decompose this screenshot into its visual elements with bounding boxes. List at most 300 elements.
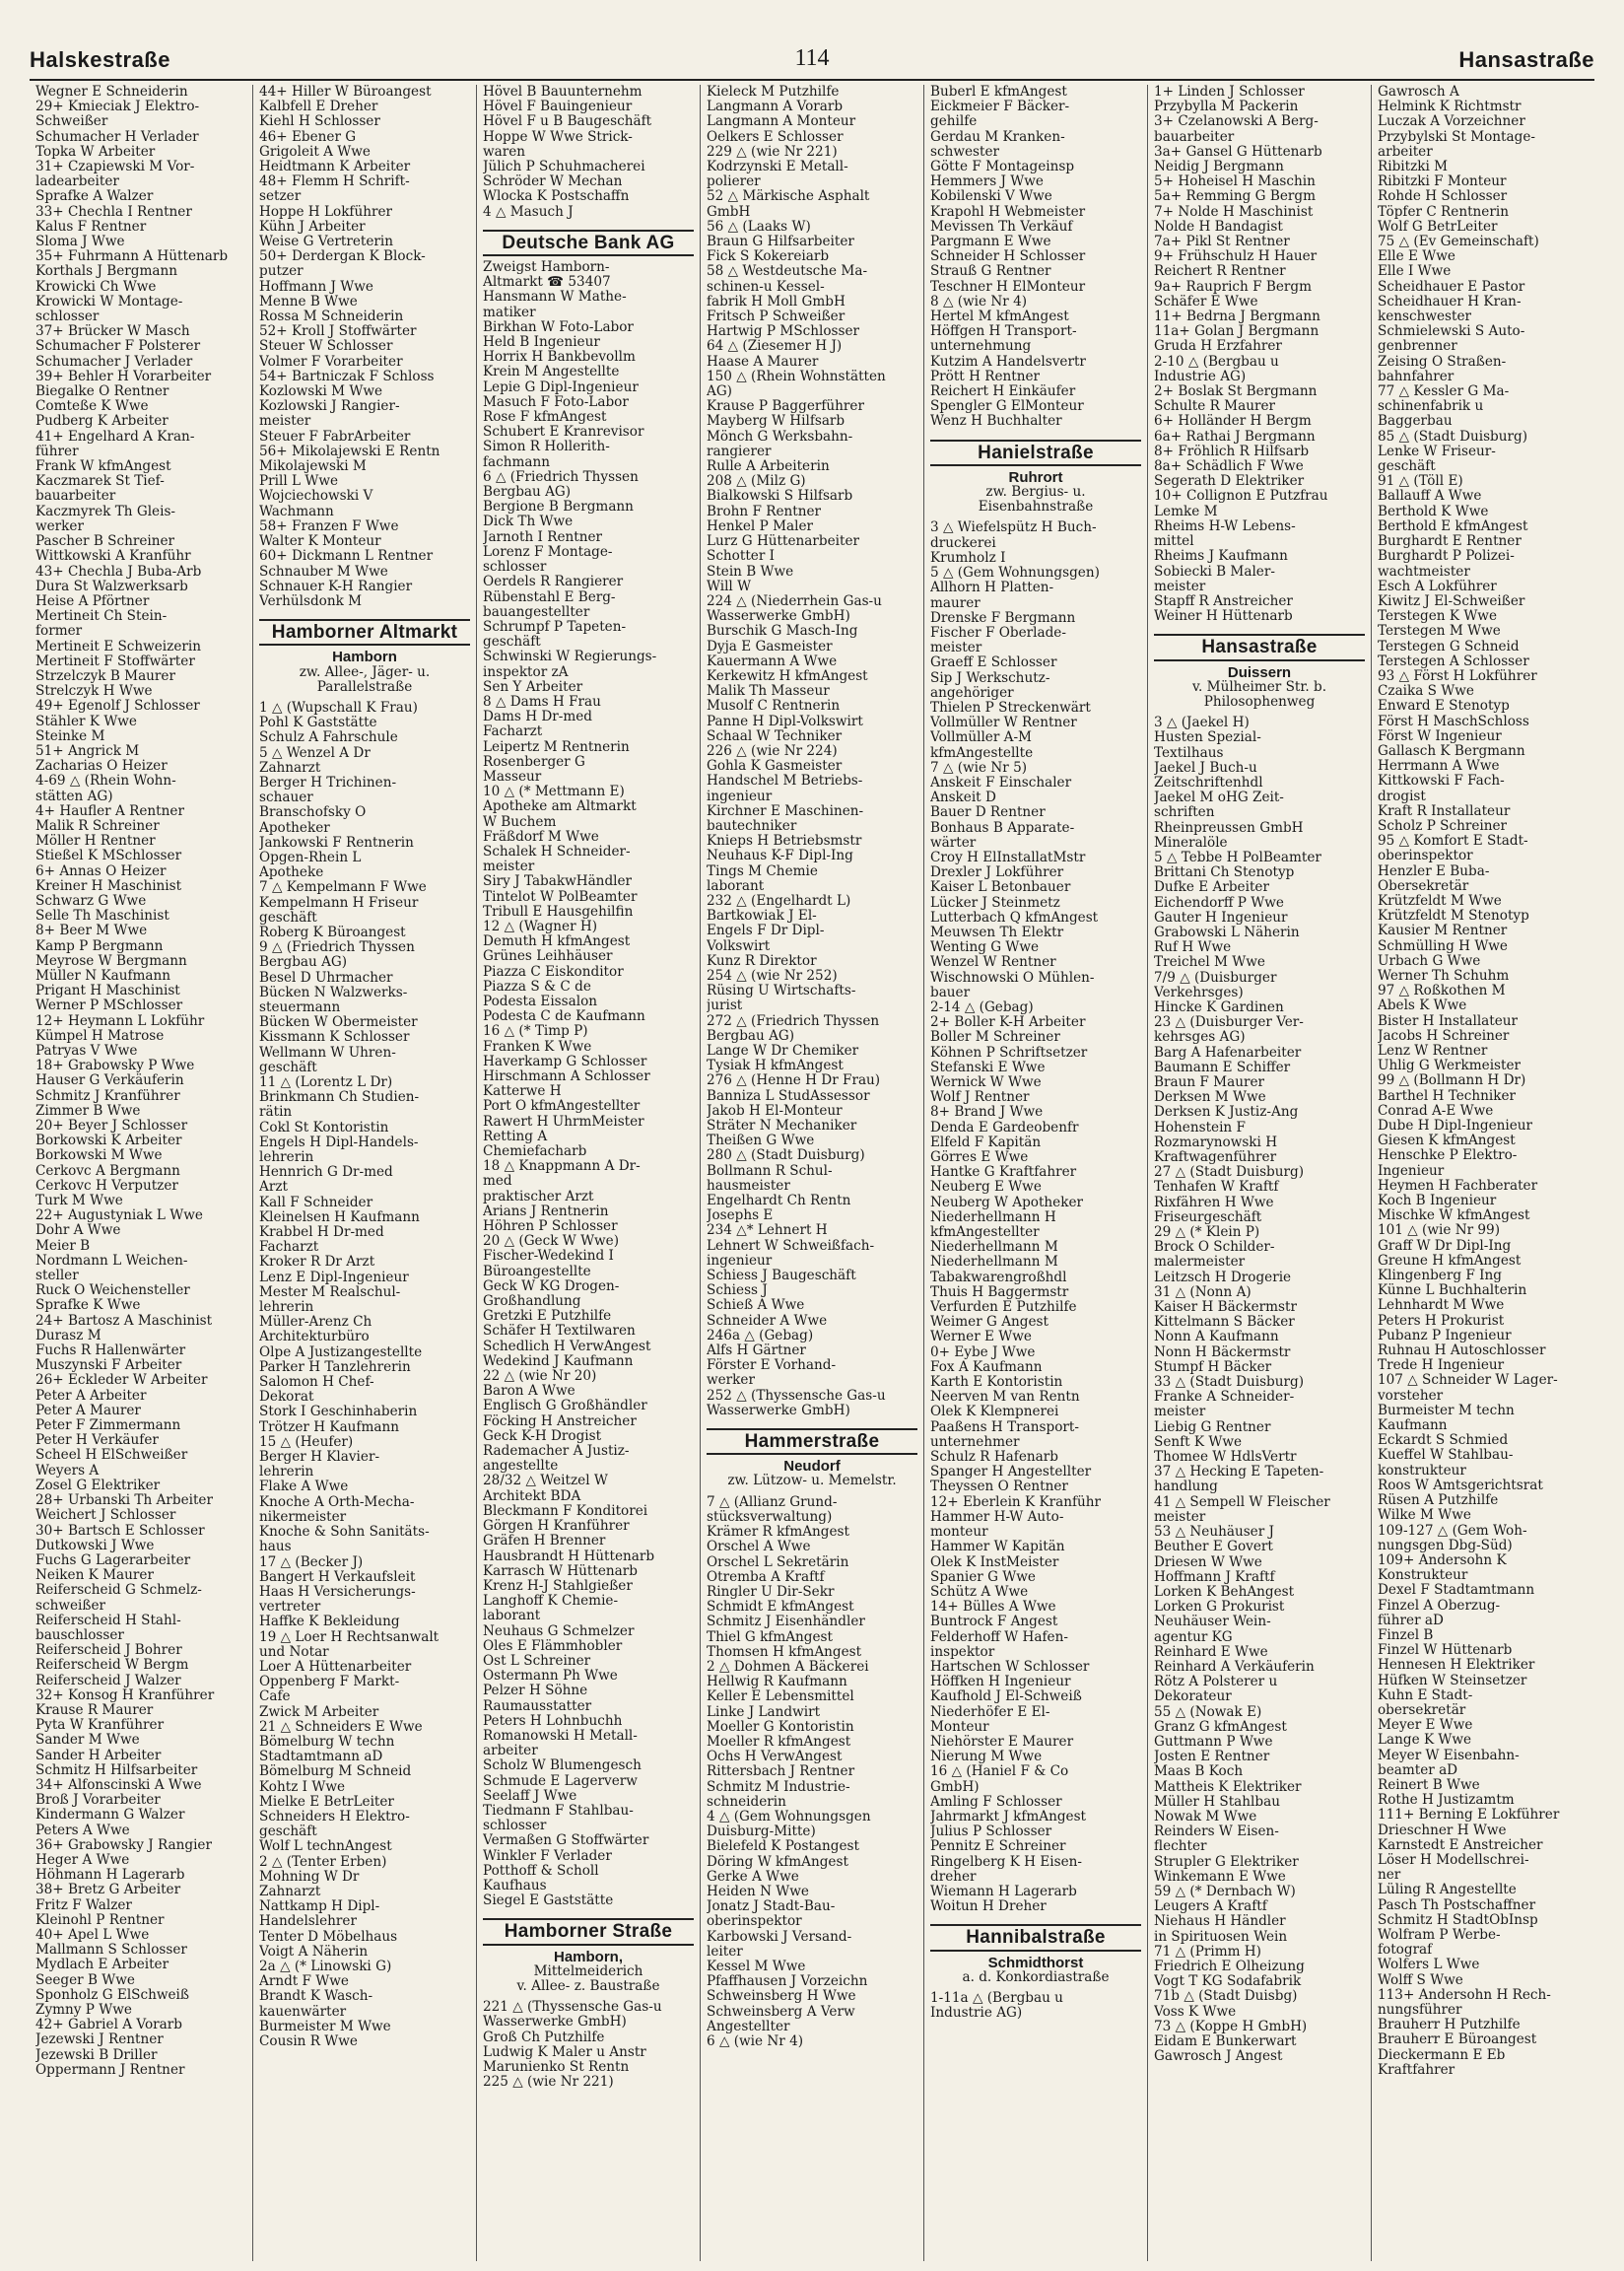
resident-entry: Zosel G Elektriker bbox=[35, 1478, 161, 1493]
resident-entry: Kempelmann H Friseur bbox=[259, 895, 419, 911]
resident-entry: Neuhaus K-F Dipl-Ing bbox=[707, 849, 853, 864]
resident-entry: Brauherr H Putzhilfe bbox=[1378, 2018, 1521, 2033]
resident-entry: 18 △ Knappmann A Dr- bbox=[483, 1159, 641, 1175]
resident-entry: Wernick W Wwe bbox=[930, 1075, 1042, 1090]
resident-entry: 20+ Beyer J Schlosser bbox=[35, 1119, 188, 1135]
resident-entry: Schneiders H Elektro- bbox=[259, 1809, 410, 1824]
directory-column bbox=[476, 85, 700, 2261]
resident-entry: Rademacher A Justiz- bbox=[483, 1444, 630, 1460]
resident-entry: Dekorat bbox=[259, 1390, 314, 1406]
resident-entry: Oerdels R Rangierer bbox=[483, 575, 624, 590]
resident-entry: Niederhellmann M bbox=[930, 1255, 1058, 1271]
resident-entry: Wasserwerke GmbH) bbox=[707, 609, 850, 625]
resident-entry: Volmer F Vorarbeiter bbox=[259, 354, 403, 370]
resident-entry: Neuberg W Apotheker bbox=[930, 1195, 1084, 1210]
resident-entry: Reichert H Einkäufer bbox=[930, 384, 1076, 400]
street-heading: Hamborner Altmarkt bbox=[259, 619, 470, 646]
resident-entry: Kaczmarek St Tief- bbox=[35, 474, 165, 490]
resident-entry: Enward E Stenotyp bbox=[1378, 699, 1510, 715]
resident-entry: Esch A Lokführer bbox=[1378, 579, 1497, 594]
resident-entry: Pohl K Gaststätte bbox=[259, 716, 377, 731]
resident-entry: Luczak A Vorzeichner bbox=[1378, 114, 1525, 130]
resident-entry: Peters H Prokurist bbox=[1378, 1313, 1505, 1329]
resident-entry: 64 △ (Ziesemer H J) bbox=[707, 339, 843, 355]
resident-entry: Geck K-H Drogist bbox=[483, 1428, 602, 1444]
resident-entry: Hohenstein F bbox=[1154, 1120, 1246, 1136]
street-range-note: zw. Bergius- u. bbox=[985, 484, 1086, 501]
resident-entry: Berger H Trichinen- bbox=[259, 775, 397, 791]
resident-entry: Neerven M van Rentn bbox=[930, 1390, 1080, 1406]
resident-entry: Franken K Wwe bbox=[483, 1039, 592, 1055]
resident-entry: Hartwig P MSchlosser bbox=[707, 324, 860, 340]
resident-entry: Schubert E Kranrevisor bbox=[483, 425, 644, 441]
resident-entry: malermeister bbox=[1154, 1255, 1246, 1271]
resident-entry: Demuth H kfmAngest bbox=[483, 934, 631, 950]
street-range-note: Eisenbahnstraße bbox=[978, 499, 1094, 516]
resident-entry: Mertineit F Stoffwärter bbox=[35, 654, 195, 669]
resident-entry: Kieleck M Putzhilfe bbox=[707, 85, 840, 100]
resident-entry: 2a △ (* Linowski G) bbox=[259, 1959, 392, 1974]
page-header bbox=[30, 39, 1594, 81]
resident-entry: meister bbox=[1154, 1405, 1206, 1420]
resident-entry: Ruhnau H Autoschlosser bbox=[1378, 1343, 1546, 1359]
resident-entry: Bonhaus B Apparate- bbox=[930, 820, 1075, 836]
resident-entry: Kreiner H Maschinist bbox=[35, 878, 182, 894]
resident-entry: Schütz A Wwe bbox=[930, 1584, 1029, 1600]
street-heading: Hammerstraße bbox=[707, 1428, 917, 1455]
resident-entry: 4 △ (Gem Wohnungsgen bbox=[707, 1809, 871, 1824]
resident-entry: ingenieur bbox=[707, 1253, 773, 1269]
resident-entry: 93 △ Först H Lokführer bbox=[1378, 668, 1537, 684]
directory-column bbox=[252, 85, 476, 2261]
resident-entry: Stähler K Wwe bbox=[35, 714, 137, 729]
resident-entry: Lenke W Friseur- bbox=[1378, 444, 1496, 459]
resident-entry: Woitun H Dreher bbox=[930, 1899, 1047, 1915]
resident-entry: schinen-u Kessel- bbox=[707, 279, 825, 295]
resident-entry: Fritsch P Schweißer bbox=[707, 310, 846, 325]
resident-entry: Cerkovc H Verputzer bbox=[35, 1178, 178, 1194]
resident-entry: meister bbox=[930, 641, 982, 656]
resident-entry: 6 △ (wie Nr 4) bbox=[707, 2034, 804, 2049]
resident-entry: Weise G Vertreterin bbox=[259, 235, 394, 250]
resident-entry: 5 △ Tebbe H PolBeamter bbox=[1154, 850, 1321, 865]
resident-entry: Zimmer B Wwe bbox=[35, 1103, 141, 1119]
resident-entry: Malik R Schreiner bbox=[35, 818, 160, 834]
resident-entry: 12 △ (Wagner H) bbox=[483, 919, 598, 934]
resident-entry: Reiferscheid H Stahl- bbox=[35, 1613, 181, 1628]
resident-entry: Hoppe H Lokführer bbox=[259, 204, 393, 220]
resident-entry: Kaiser L Betonbauer bbox=[930, 880, 1071, 896]
resident-entry: Schulz R Hafenarb bbox=[930, 1450, 1058, 1466]
resident-entry: Kraftwagenführer bbox=[1154, 1150, 1277, 1166]
resident-entry: Kümpel H Matrose bbox=[35, 1028, 165, 1044]
resident-entry: Lehnert W Schweißfach- bbox=[707, 1238, 875, 1254]
resident-entry: Pelzer H Söhne bbox=[483, 1684, 588, 1699]
resident-entry: meister bbox=[1154, 579, 1206, 594]
resident-entry: Graeff E Schlosser bbox=[930, 655, 1057, 671]
resident-entry: 19 △ Loer H Rechtsanwalt bbox=[259, 1629, 440, 1645]
resident-entry: Krapohl H Webmeister bbox=[930, 204, 1086, 220]
resident-entry: führer aD bbox=[1378, 1613, 1444, 1628]
resident-entry: former bbox=[35, 624, 83, 640]
resident-entry: Flake A Wwe bbox=[259, 1480, 349, 1495]
resident-entry: Hirschmann A Schlosser bbox=[483, 1069, 650, 1084]
resident-entry: Industrie AG) bbox=[930, 2006, 1023, 2022]
resident-entry: putzer bbox=[259, 264, 304, 280]
resident-entry: 225 △ (wie Nr 221) bbox=[483, 2075, 614, 2091]
resident-entry: Finzel A Oberzug- bbox=[1378, 1598, 1501, 1614]
resident-entry: Hantke G Kraftfahrer bbox=[930, 1165, 1077, 1181]
resident-entry: Gräfen H Brenner bbox=[483, 1534, 606, 1549]
resident-entry: Linke J Landwirt bbox=[707, 1704, 821, 1720]
resident-entry: monteur bbox=[930, 1525, 988, 1541]
resident-entry: Gruda H Erzfahrer bbox=[1154, 339, 1282, 355]
resident-entry: bauschlosser bbox=[35, 1627, 124, 1643]
resident-entry: 99 △ (Bollmann H Dr) bbox=[1378, 1073, 1526, 1089]
resident-entry: 6a+ Rathai J Bergmann bbox=[1154, 429, 1316, 445]
resident-entry: 37 △ Hecking E Tapeten- bbox=[1154, 1465, 1324, 1480]
resident-entry: 276 △ (Henne H Dr Frau) bbox=[707, 1073, 881, 1089]
resident-entry: Krowicki W Montage- bbox=[35, 294, 183, 310]
resident-entry: Conrad A-E Wwe bbox=[1378, 1103, 1494, 1119]
resident-entry: 252 △ (Thyssensche Gas-u bbox=[707, 1388, 886, 1404]
resident-entry: Bömelburg W techn bbox=[259, 1734, 395, 1750]
resident-entry: meister bbox=[483, 860, 535, 875]
resident-entry: Oles E Flämmhobler bbox=[483, 1638, 623, 1654]
resident-entry: Lenz W Rentner bbox=[1378, 1044, 1488, 1059]
resident-entry: rangierer bbox=[707, 444, 772, 459]
resident-entry: Dura St Walzwerksarb bbox=[35, 579, 188, 594]
resident-entry: Barthel H Techniker bbox=[1378, 1088, 1517, 1104]
directory-column bbox=[700, 85, 923, 2261]
resident-entry: Maas B Koch bbox=[1154, 1764, 1244, 1780]
resident-entry: Apotheker bbox=[259, 820, 330, 836]
resident-entry: Strupler G Elektriker bbox=[1154, 1854, 1299, 1870]
resident-entry: konstrukteur bbox=[1378, 1463, 1466, 1479]
resident-entry: Ballauff A Wwe bbox=[1378, 489, 1482, 505]
resident-entry: 38+ Bretz G Arbeiter bbox=[35, 1883, 181, 1898]
resident-entry: Grigoleit A Wwe bbox=[259, 144, 371, 160]
resident-entry: Eckardt S Schmied bbox=[1378, 1433, 1509, 1449]
resident-entry: Dekorateur bbox=[1154, 1689, 1232, 1705]
resident-entry: Menne B Wwe bbox=[259, 294, 358, 310]
resident-entry: Englisch G Großhändler bbox=[483, 1399, 647, 1414]
resident-entry: 54+ Bartniczak F Schloss bbox=[259, 369, 435, 384]
resident-entry: Peter A Maurer bbox=[35, 1403, 141, 1418]
resident-entry: Cafe bbox=[259, 1689, 291, 1705]
resident-entry: 11+ Bedrna J Bergmann bbox=[1154, 310, 1320, 325]
resident-entry: Schmitz M Industrie- bbox=[707, 1779, 850, 1795]
resident-entry: Olek K Klempnerei bbox=[930, 1405, 1059, 1420]
resident-entry: 2 △ Dohmen A Bäckerei bbox=[707, 1659, 869, 1675]
resident-entry: Besel D Uhrmacher bbox=[259, 970, 393, 986]
resident-entry: Keller E Lebensmittel bbox=[707, 1689, 854, 1705]
resident-entry: Verhülsdonk M bbox=[259, 593, 363, 609]
resident-entry: Podesta Eissalon bbox=[483, 994, 598, 1009]
resident-entry: Handschel M Betriebs- bbox=[707, 774, 863, 790]
resident-entry: Neuberg E Wwe bbox=[930, 1180, 1042, 1196]
resident-entry: Kleinohl P Rentner bbox=[35, 1912, 165, 1928]
resident-entry: Reiferscheid G Schmelz- bbox=[35, 1583, 202, 1599]
resident-entry: nungsführer bbox=[1378, 2003, 1462, 2018]
resident-entry: führer bbox=[35, 444, 79, 459]
resident-entry: Peters H Lohnbuchh bbox=[483, 1713, 623, 1729]
resident-entry: Meuwsen Th Elektr bbox=[930, 925, 1064, 940]
resident-entry: unternehmung bbox=[930, 339, 1032, 355]
resident-entry: Nolde H Bandagist bbox=[1154, 219, 1283, 235]
resident-entry: Sponholz G ElSchweiß bbox=[35, 1987, 189, 2003]
resident-entry: schlosser bbox=[35, 310, 100, 325]
resident-entry: Tabakwarengroßhdl bbox=[930, 1270, 1067, 1285]
resident-entry: Salomon H Chef- bbox=[259, 1375, 374, 1391]
resident-entry: Büroangestellte bbox=[483, 1264, 591, 1279]
resident-entry: schwester bbox=[930, 144, 1000, 160]
directory-column bbox=[923, 85, 1147, 2261]
resident-entry: Angestellter bbox=[707, 2019, 790, 2034]
resident-entry: Peter A Arbeiter bbox=[35, 1388, 147, 1404]
resident-entry: Kall F Schneider bbox=[259, 1195, 373, 1210]
resident-entry: Stork I Geschinhaberin bbox=[259, 1405, 418, 1420]
resident-entry: Rozmarynowski H bbox=[1154, 1135, 1278, 1150]
resident-entry: Arzt bbox=[259, 1180, 288, 1196]
resident-entry: Vollmüller A-M bbox=[930, 730, 1032, 746]
resident-entry: 10 △ (* Mettmann E) bbox=[483, 785, 625, 800]
resident-entry: Mevissen Th Verkäuf bbox=[930, 219, 1073, 235]
resident-entry: Wenz H Buchhalter bbox=[930, 414, 1062, 430]
resident-entry: kauenwärter bbox=[259, 2004, 347, 2020]
resident-entry: Mallmann S Schlosser bbox=[35, 1943, 187, 1959]
resident-entry: Hauser G Verkäuferin bbox=[35, 1073, 184, 1089]
resident-entry: Kodrzynski E Metall- bbox=[707, 160, 848, 175]
resident-entry: Heise A Pförtner bbox=[35, 593, 150, 609]
resident-entry: Baron A Wwe bbox=[483, 1384, 575, 1400]
resident-entry: 3 △ (Jaekel H) bbox=[1154, 716, 1250, 731]
resident-entry: Schneider H Schlosser bbox=[930, 249, 1086, 265]
resident-entry: Sprafke K Wwe bbox=[35, 1298, 141, 1314]
resident-entry: Terstegen K Wwe bbox=[1378, 609, 1497, 625]
resident-entry: Scheidhauer E Pastor bbox=[1378, 279, 1525, 295]
resident-entry: Jakob H El-Monteur bbox=[707, 1103, 843, 1119]
resident-entry: Brinkmann Ch Studien- bbox=[259, 1090, 420, 1106]
resident-entry: Spanier G Wwe bbox=[930, 1569, 1036, 1585]
resident-entry: Wojciechowski V bbox=[259, 489, 373, 505]
resident-entry: Mohning W Dr bbox=[259, 1869, 360, 1885]
resident-entry: Terstegen M Wwe bbox=[1378, 624, 1501, 640]
resident-entry: Lurz G Hüttenarbeiter bbox=[707, 534, 859, 550]
resident-entry: Kuhn E Stadt- bbox=[1378, 1687, 1473, 1703]
resident-entry: Thomsen H kfmAngest bbox=[707, 1644, 862, 1660]
resident-entry: Oppermann J Rentner bbox=[35, 2062, 185, 2078]
resident-entry: Pfaffhausen J Vorzeichn bbox=[707, 1974, 868, 1990]
resident-entry: Tiedmann F Stahlbau- bbox=[483, 1803, 634, 1819]
resident-entry: Josten E Rentner bbox=[1154, 1750, 1270, 1765]
resident-entry: Hemmers J Wwe bbox=[930, 174, 1044, 190]
resident-entry: Kraft R Installateur bbox=[1378, 803, 1511, 819]
resident-entry: Ruck O Weichensteller bbox=[35, 1283, 190, 1299]
resident-entry: Föcking H Anstreicher bbox=[483, 1413, 637, 1429]
resident-entry: Rübenstahl E Berg- bbox=[483, 589, 616, 605]
resident-entry: Nonn A Kaufmann bbox=[1154, 1330, 1279, 1345]
resident-entry: Eidam E Bunkerwart bbox=[1154, 2034, 1297, 2049]
resident-entry: Graff W Dr Dipl-Ing bbox=[1378, 1238, 1512, 1254]
resident-entry: Lemke M bbox=[1154, 504, 1218, 519]
resident-entry: Berthold E kfmAngest bbox=[1378, 518, 1528, 534]
resident-entry: Schmitz J Kranführer bbox=[35, 1088, 180, 1104]
resident-entry: Heger A Wwe bbox=[35, 1852, 130, 1868]
resident-entry: Tings M Chemie bbox=[707, 863, 818, 879]
resident-entry: Apotheke bbox=[259, 865, 324, 881]
resident-entry: Mertineit Ch Stein- bbox=[35, 609, 168, 625]
resident-entry: Schiess J bbox=[707, 1283, 768, 1299]
resident-entry: Engels H Dipl-Handels- bbox=[259, 1135, 419, 1150]
resident-entry: Rothe H Justizamtm bbox=[1378, 1793, 1515, 1809]
resident-entry: 28/32 △ Weitzel W bbox=[483, 1474, 608, 1489]
resident-entry: Bielefeld K Postangest bbox=[707, 1839, 859, 1855]
resident-entry: 53 △ Neuhäuser J bbox=[1154, 1525, 1274, 1541]
resident-entry: Teschner H ElMonteur bbox=[930, 279, 1086, 295]
resident-entry: geschäft bbox=[259, 910, 317, 926]
resident-entry: 18+ Grabowsky P Wwe bbox=[35, 1059, 195, 1074]
resident-entry: Rittersbach J Rentner bbox=[707, 1764, 855, 1780]
resident-entry: Meyrose W Bergmann bbox=[35, 953, 187, 969]
resident-entry: 91 △ (Töll E) bbox=[1378, 474, 1463, 490]
resident-entry: 52 △ Märkische Asphalt bbox=[707, 189, 870, 205]
resident-entry: Steinke M bbox=[35, 728, 105, 744]
resident-entry: 52+ Kroll J Stoffwärter bbox=[259, 324, 417, 340]
resident-entry: 5 △ Wenzel A Dr bbox=[259, 745, 371, 761]
resident-entry: Mydlach E Arbeiter bbox=[35, 1958, 169, 1973]
resident-entry: Krabbel H Dr-med bbox=[259, 1225, 384, 1241]
resident-entry: obersekretär bbox=[1378, 1702, 1466, 1718]
resident-entry: Thiel G kfmAngest bbox=[707, 1629, 833, 1645]
resident-entry: 42+ Gabriel A Vorarb bbox=[35, 2018, 182, 2033]
resident-entry: Moeller G Kontoristin bbox=[707, 1719, 854, 1735]
resident-entry: Friedrich E Olheizung bbox=[1154, 1959, 1305, 1974]
resident-entry: Wenting G Wwe bbox=[930, 940, 1040, 956]
resident-entry: Bücken N Walzwerks- bbox=[259, 985, 408, 1000]
resident-entry: lehrerin bbox=[259, 1465, 314, 1480]
resident-entry: Neiken K Maurer bbox=[35, 1568, 154, 1584]
resident-entry: hausmeister bbox=[707, 1178, 790, 1194]
resident-entry: Löser H Modellschrei- bbox=[1378, 1852, 1529, 1868]
resident-entry: Rawert H UhrmMeister bbox=[483, 1114, 644, 1130]
resident-entry: Schmülling H Wwe bbox=[1378, 938, 1508, 954]
resident-entry: Kühn J Arbeiter bbox=[259, 219, 366, 235]
resident-entry: Götte F Montageinsp bbox=[930, 160, 1075, 175]
resident-entry: 5a+ Remming G Bergm bbox=[1154, 189, 1316, 205]
resident-entry: Masuch F Foto-Labor bbox=[483, 394, 629, 410]
resident-entry: Sloma J Wwe bbox=[35, 235, 125, 250]
resident-entry: Werner P MSchlosser bbox=[35, 998, 183, 1014]
resident-entry: Monteur bbox=[930, 1719, 989, 1735]
resident-entry: 48+ Flemm H Schrift- bbox=[259, 174, 410, 190]
resident-entry: leiter bbox=[707, 1944, 743, 1960]
resident-entry: Orschel L Sekretärin bbox=[707, 1554, 849, 1570]
resident-entry: Cokl St Kontoristin bbox=[259, 1120, 389, 1136]
resident-entry: Kindermann G Walzer bbox=[35, 1808, 185, 1824]
resident-entry: Obersekretär bbox=[1378, 878, 1469, 894]
resident-entry: Rheinpreussen GmbH bbox=[1154, 820, 1304, 836]
resident-entry: Tenter D Möbelhaus bbox=[259, 1929, 398, 1945]
resident-entry: Ludwig K Maler u Anstr bbox=[483, 2044, 646, 2060]
resident-entry: Ruf H Wwe bbox=[1154, 940, 1232, 956]
resident-entry: Kalbfell E Dreher bbox=[259, 100, 378, 115]
resident-entry: 49+ Egenolf J Schlosser bbox=[35, 699, 200, 715]
resident-entry: gehilfe bbox=[930, 114, 978, 130]
resident-entry: Jaekel M oHG Zeit- bbox=[1154, 791, 1284, 806]
resident-entry: bauangestellter bbox=[483, 604, 590, 620]
resident-entry: Wolfers L Wwe bbox=[1378, 1958, 1480, 1973]
resident-entry: Terstegen A Schlosser bbox=[1378, 654, 1529, 669]
resident-entry: Dutkowski J Wwe bbox=[35, 1538, 155, 1553]
resident-entry: 51+ Angrick M bbox=[35, 743, 140, 759]
running-head-left: Halskestraße bbox=[30, 47, 170, 72]
resident-entry: Winkemann E Wwe bbox=[1154, 1869, 1286, 1885]
resident-entry: Derksen K Justiz-Ang bbox=[1154, 1105, 1299, 1121]
resident-entry: Lorenz F Montage- bbox=[483, 544, 613, 560]
resident-entry: Reinert B Wwe bbox=[1378, 1777, 1480, 1793]
resident-entry: Zahnarzt bbox=[259, 1884, 321, 1899]
resident-entry: Meier B bbox=[35, 1238, 91, 1254]
resident-entry: Baumann E Schiffer bbox=[1154, 1060, 1291, 1075]
resident-entry: Schmitz J Eisenhändler bbox=[707, 1615, 865, 1630]
directory-columns bbox=[30, 85, 1594, 2261]
resident-entry: Scholz W Blumengesch bbox=[483, 1758, 642, 1774]
resident-entry: Sander H Arbeiter bbox=[35, 1748, 162, 1763]
resident-entry: Rosenberger G bbox=[483, 754, 585, 770]
resident-entry: Roberg K Büroangest bbox=[259, 925, 406, 940]
resident-entry: Leipertz M Rentnerin bbox=[483, 739, 630, 755]
resident-entry: Treichel M Wwe bbox=[1154, 955, 1265, 971]
resident-entry: 43+ Chechla J Buba-Arb bbox=[35, 564, 202, 580]
resident-entry: dreher bbox=[930, 1869, 977, 1885]
resident-entry: Franke A Schneider- bbox=[1154, 1390, 1295, 1406]
resident-entry: 150 △ (Rhein Wohnstätten bbox=[707, 369, 886, 384]
resident-entry: Henzler E Buba- bbox=[1378, 863, 1490, 879]
resident-entry: 34+ Alfonscinski A Wwe bbox=[35, 1777, 202, 1793]
street-heading: Hansastraße bbox=[1154, 634, 1365, 660]
resident-entry: Kittkowski F Fach- bbox=[1378, 774, 1505, 790]
resident-entry: Kunz R Direktor bbox=[707, 953, 817, 969]
resident-entry: Podesta C de Kaufmann bbox=[483, 1009, 645, 1025]
page-number: 114 bbox=[794, 45, 830, 71]
resident-entry: Jankowski F Rentnerin bbox=[259, 835, 414, 851]
resident-entry: Terstegen G Schneid bbox=[1378, 639, 1520, 654]
resident-entry: Wolff S Wwe bbox=[1378, 1972, 1463, 1988]
resident-entry: Marunienko St Rentn bbox=[483, 2060, 630, 2075]
resident-entry: Meyer E Wwe bbox=[1378, 1718, 1473, 1734]
resident-entry: Großhandlung bbox=[483, 1294, 581, 1310]
resident-entry: 36+ Grabowsky J Rangier bbox=[35, 1837, 212, 1853]
resident-entry: schneiderin bbox=[707, 1794, 786, 1810]
resident-entry: Masseur bbox=[483, 769, 542, 785]
resident-entry: Prött H Rentner bbox=[930, 369, 1041, 384]
resident-entry: inspektor bbox=[930, 1644, 995, 1660]
resident-entry: Neuhäuser Wein- bbox=[1154, 1615, 1271, 1630]
resident-entry: meister bbox=[259, 414, 311, 430]
resident-entry: Wegner E Schneiderin bbox=[35, 85, 188, 100]
street-range-note: Philosophenweg bbox=[1203, 693, 1316, 710]
resident-entry: Haas H Versicherungs- bbox=[259, 1584, 416, 1600]
resident-entry: Bergione B Bergmann bbox=[483, 500, 634, 516]
resident-entry: Grabowski L Näherin bbox=[1154, 925, 1300, 940]
resident-entry: Bauer D Rentner bbox=[930, 805, 1046, 821]
resident-entry: Reinders W Eisen- bbox=[1154, 1824, 1279, 1840]
resident-entry: Peter F Zimmermann bbox=[35, 1418, 181, 1434]
resident-entry: Dohr A Wwe bbox=[35, 1223, 121, 1239]
resident-entry: Mineralöle bbox=[1154, 835, 1228, 851]
resident-entry: 3+ Czelanowski A Berg- bbox=[1154, 114, 1319, 130]
